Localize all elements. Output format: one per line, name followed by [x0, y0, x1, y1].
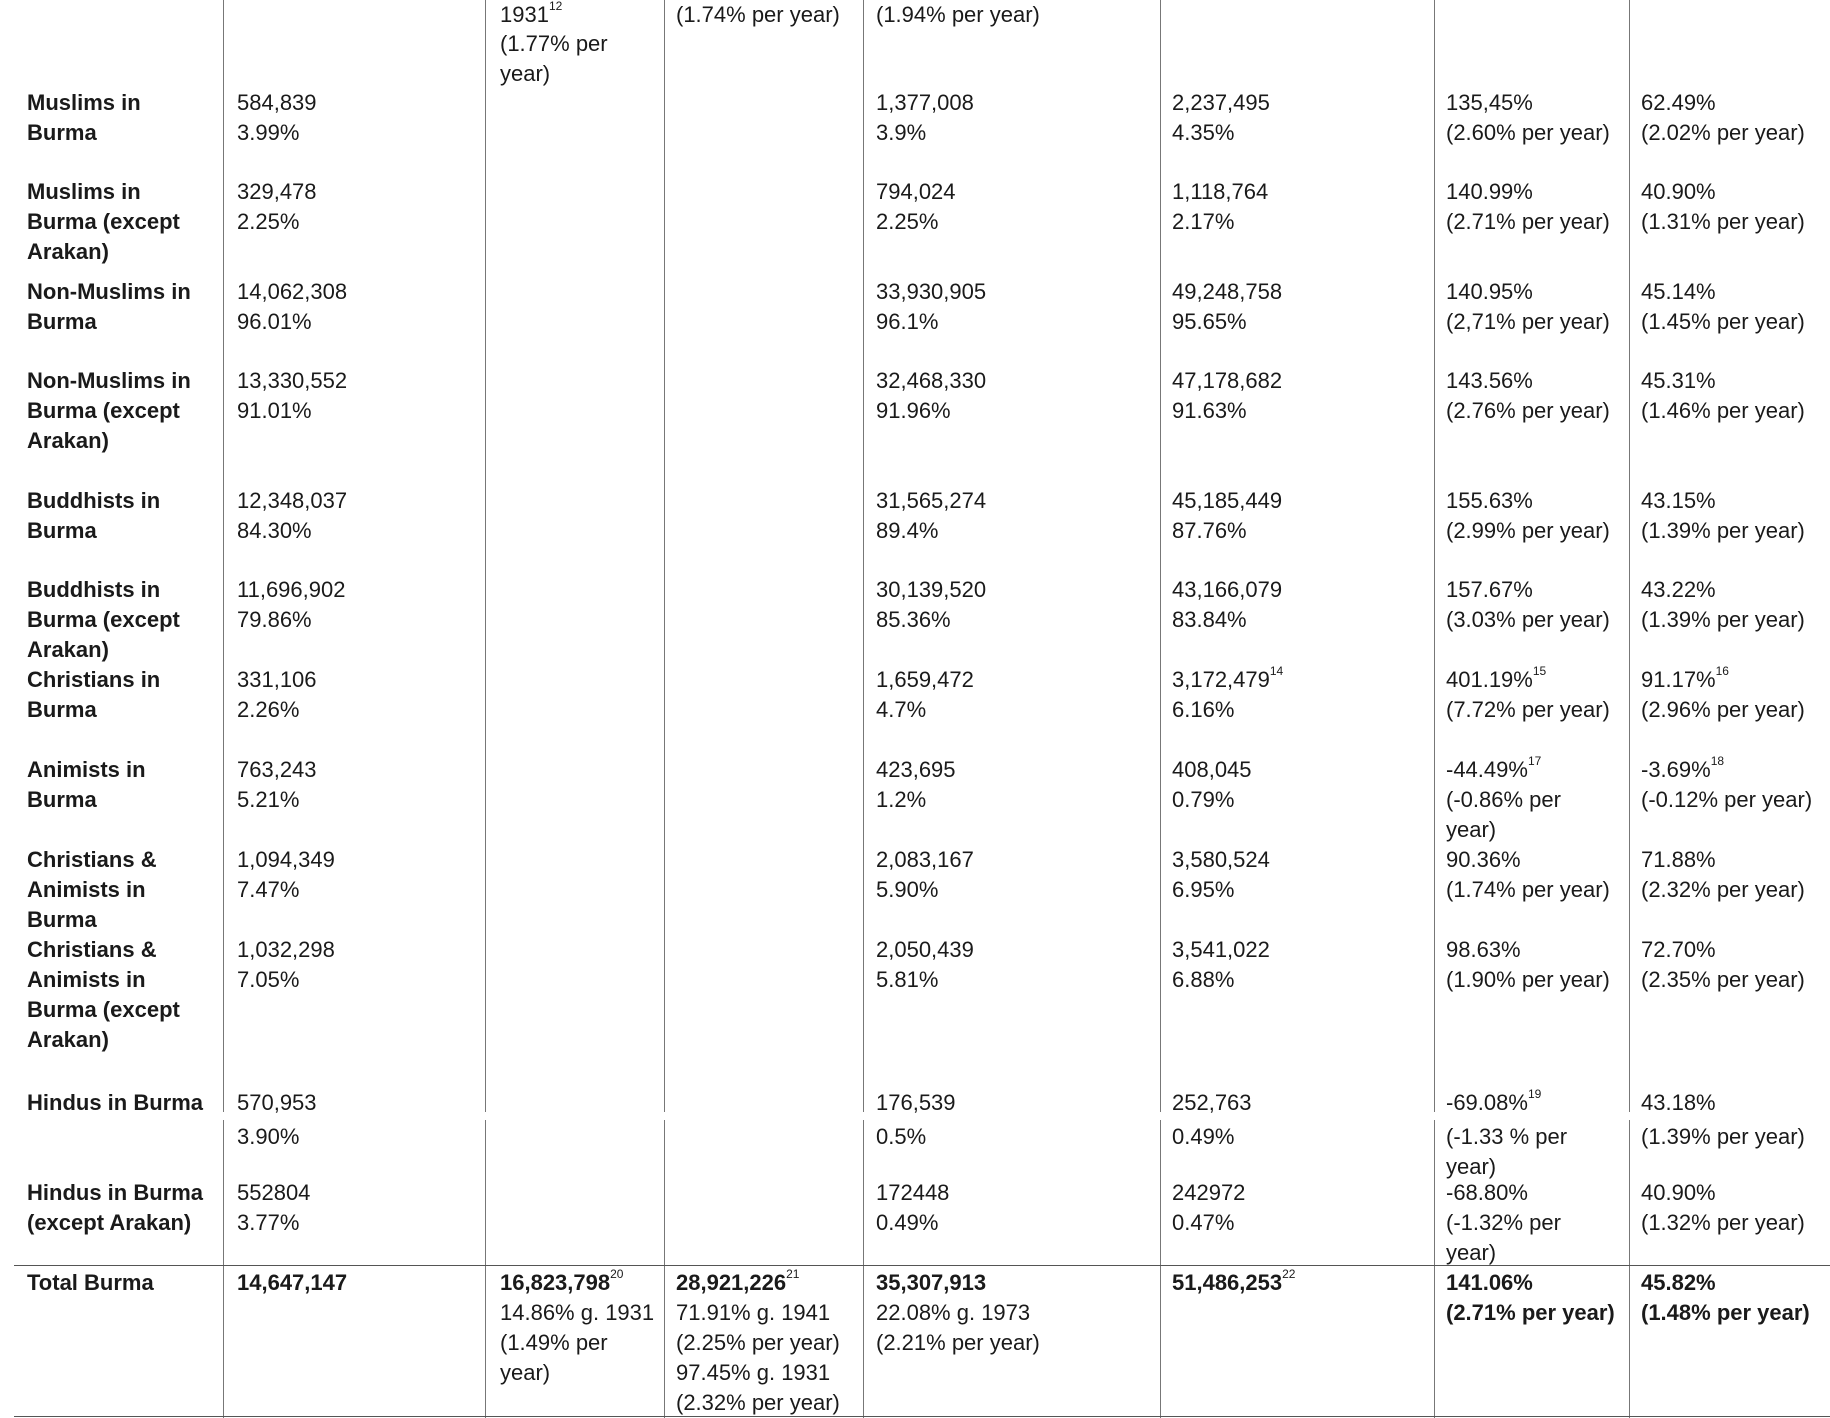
row-label: Buddhists in Burma (except Arakan) [27, 577, 180, 662]
cell-growth-1983: 62.49% (2.02% per year) [1641, 90, 1805, 145]
row-label: Non-Muslims in Burma [27, 279, 191, 334]
total-1973: 28,921,226$^{21}$ 71.91% g. 1941 (2.25% per year) 97.45% g. 1931 (2.32% per year) [676, 1267, 840, 1415]
total-1983: 35,307,913 22.08% g. 1973 (2.21% per year) [876, 1270, 1040, 1355]
column-rule [863, 0, 864, 1112]
cell-1983: 172448 0.49% [876, 1180, 950, 1235]
column-rule [1629, 0, 1630, 1112]
cell-growth-1931: (-1.33 % per year) [1446, 1124, 1568, 1179]
column-rule [664, 1265, 665, 1418]
cell-growth-1983: 72.70% (2.35% per year) [1641, 937, 1805, 992]
total-growth-1931: 141.06% (2.71% per year) [1446, 1270, 1615, 1325]
cell-2014: 2,237,495 4.35% [1172, 90, 1270, 145]
cell-1983: 31,565,274 89.4% [876, 488, 987, 543]
cell-2014: 47,178,682 91.63% [1172, 368, 1283, 423]
table-bottom-rule [14, 1416, 1830, 1417]
footnote-ref: 22 [1282, 1267, 1296, 1281]
cell-1931: 763,243 5.21% [237, 757, 317, 812]
column-rule [1160, 1120, 1161, 1265]
cell-growth-1983: 71.88% (2.32% per year) [1641, 847, 1805, 902]
row-label: Christians & Animists in Burma [27, 847, 157, 932]
cell-growth-1931: 98.63% (1.90% per year) [1446, 937, 1610, 992]
cell-1983: 2,083,167 5.90% [876, 847, 974, 902]
cell-growth-1931: 140.95% (2,71% per year) [1446, 279, 1610, 334]
column-rule [485, 0, 486, 1112]
row-label: Animists in Burma [27, 757, 146, 812]
column-rule [1434, 0, 1435, 1112]
cell-1983: 794,024 2.25% [876, 179, 956, 234]
cell-1983: 423,695 1.2% [876, 757, 956, 812]
cell-2014: 3,541,022 6.88% [1172, 937, 1270, 992]
cell-2014: 3,580,524 6.95% [1172, 847, 1270, 902]
cell-growth-1983: 45.31% (1.46% per year) [1641, 368, 1805, 423]
column-rule [485, 1120, 486, 1265]
cell-growth-1983: 43.15% (1.39% per year) [1641, 488, 1805, 543]
column-rule [223, 0, 224, 1112]
cell-2014: 252,763 [1172, 1090, 1252, 1115]
cell-1931: 13,330,552 91.01% [237, 368, 348, 423]
cell-growth-1931: -68.80% (-1.32% per year) [1446, 1180, 1561, 1265]
row-label: Buddhists in Burma [27, 488, 161, 543]
footnote-ref: 16 [1715, 664, 1729, 678]
cell-1983: 2,050,439 5.81% [876, 937, 974, 992]
footnote-ref: 20 [610, 1267, 624, 1281]
cell-2014: 3,172,479$^{14}$ 6.16% [1172, 664, 1284, 722]
cell-1931: 331,106 2.26% [237, 667, 317, 722]
cell-2014: 408,045 0.79% [1172, 757, 1252, 812]
column-rule [223, 1265, 224, 1418]
cell-1931: 570,953 [237, 1090, 317, 1115]
row-label: Non-Muslims in Burma (except Arakan) [27, 368, 191, 453]
cell-1983: 0.5% [876, 1124, 927, 1149]
total-2014: 51,486,253$^{22}$ [1172, 1267, 1296, 1295]
cell-growth-1931: -69.08%$^{19}$ [1446, 1087, 1542, 1115]
cell-growth-1931: 155.63% (2.99% per year) [1446, 488, 1610, 543]
cell-growth-1931: -44.49%$^{17}$ (-0.86% per year) [1446, 754, 1561, 842]
cell-growth-1931: 90.36% (1.74% per year) [1446, 847, 1610, 902]
cell-1931: 3.90% [237, 1124, 300, 1149]
cell-1983: 32,468,330 91.96% [876, 368, 987, 423]
cell-1983: 1,377,008 3.9% [876, 90, 974, 145]
cell-2014: 1,118,764 2.17% [1172, 179, 1269, 234]
cell-1931: 329,478 2.25% [237, 179, 317, 234]
cell-growth-1983: -3.69%$^{18}$ (-0.12% per year) [1641, 754, 1813, 812]
cell-1983: 1,659,472 4.7% [876, 667, 974, 722]
row-label: Christians in Burma [27, 667, 161, 722]
cell-2014: 0.49% [1172, 1124, 1235, 1149]
cell-1941-growth-fragment: (1.77% per year) [500, 31, 608, 86]
cell-growth-1931: 401.19%$^{15}$ (7.72% per year) [1446, 664, 1610, 722]
cell-1931: 11,696,902 79.86% [237, 577, 346, 632]
cell-2014: 49,248,758 95.65% [1172, 279, 1283, 334]
cell-growth-1931: 157.67% (3.03% per year) [1446, 577, 1610, 632]
footnote-ref: 14 [1269, 664, 1284, 678]
cell-growth-1983: 43.18% [1641, 1090, 1716, 1115]
cell-growth-1983: 45.14% (1.45% per year) [1641, 279, 1805, 334]
cell-growth-1983: 43.22% (1.39% per year) [1641, 577, 1805, 632]
column-rule [1160, 1265, 1161, 1418]
cell-1931: 1,032,298 7.05% [237, 937, 335, 992]
cell-growth-1983: 91.17%$^{16}$ (2.96% per year) [1641, 664, 1805, 722]
column-rule [664, 1120, 665, 1265]
cell-2014: 242972 0.47% [1172, 1180, 1246, 1235]
cell-1941-estimate-fragment: 1931$^{12}$ [500, 0, 563, 27]
column-rule [223, 1120, 224, 1265]
cell-1931: 1,094,349 7.47% [237, 847, 335, 902]
cell-2014: 43,166,079 83.84% [1172, 577, 1283, 632]
cell-1931: 14,062,308 96.01% [237, 279, 348, 334]
cell-2014: 45,185,449 87.76% [1172, 488, 1283, 543]
cell-growth-1983: 40.90% (1.31% per year) [1641, 179, 1805, 234]
total-row-label: Total Burma [27, 1270, 154, 1295]
cell-growth-1931: 140.99% (2.71% per year) [1446, 179, 1610, 234]
total-1931: 14,647,147 [237, 1270, 348, 1295]
footnote-ref: 21 [786, 1267, 800, 1281]
row-label: Muslims in Burma (except Arakan) [27, 179, 180, 264]
cell-1983: 30,139,520 85.36% [876, 577, 987, 632]
cell-1983-growth-fragment: (1.94% per year) [876, 2, 1040, 27]
row-label: Christians & Animists in Burma (except Arakan) [27, 937, 180, 1052]
column-rule [863, 1265, 864, 1418]
cell-growth-1931: 135,45% (2.60% per year) [1446, 90, 1610, 145]
cell-1931: 552804 3.77% [237, 1180, 311, 1235]
footnote-ref: 15 [1532, 664, 1547, 678]
cell-1973-growth-fragment: (1.74% per year) [676, 2, 840, 27]
footnote-ref: 12 [548, 0, 563, 13]
column-rule [1160, 0, 1161, 1112]
footnote-ref: 19 [1527, 1087, 1542, 1101]
cell-1983: 176,539 [876, 1090, 956, 1115]
cell-growth-1931: 143.56% (2.76% per year) [1446, 368, 1610, 423]
cell-1931: 584,839 3.99% [237, 90, 317, 145]
cell-1983: 33,930,905 96.1% [876, 279, 987, 334]
footnote-ref: 18 [1710, 754, 1725, 768]
column-rule [664, 0, 665, 1112]
cell-growth-1983: (1.39% per year) [1641, 1124, 1805, 1149]
cell-growth-1983: 40.90% (1.32% per year) [1641, 1180, 1805, 1235]
row-label: Muslims in Burma [27, 90, 141, 145]
column-rule [1434, 1265, 1435, 1418]
column-rule [1629, 1265, 1630, 1418]
column-rule [863, 1120, 864, 1265]
column-rule [485, 1265, 486, 1418]
row-label: Hindus in Burma [27, 1090, 204, 1115]
footnote-ref: 17 [1527, 754, 1542, 768]
total-growth-1983: 45.82% (1.48% per year) [1641, 1270, 1810, 1325]
total-1941: 16,823,798$^{20}$ 14.86% g. 1931 (1.49% per year) [500, 1267, 655, 1385]
cell-1931: 12,348,037 84.30% [237, 488, 348, 543]
column-rule [1434, 1120, 1435, 1265]
column-rule [1629, 1120, 1630, 1265]
row-label: Hindus in Burma (except Arakan) [27, 1180, 204, 1235]
